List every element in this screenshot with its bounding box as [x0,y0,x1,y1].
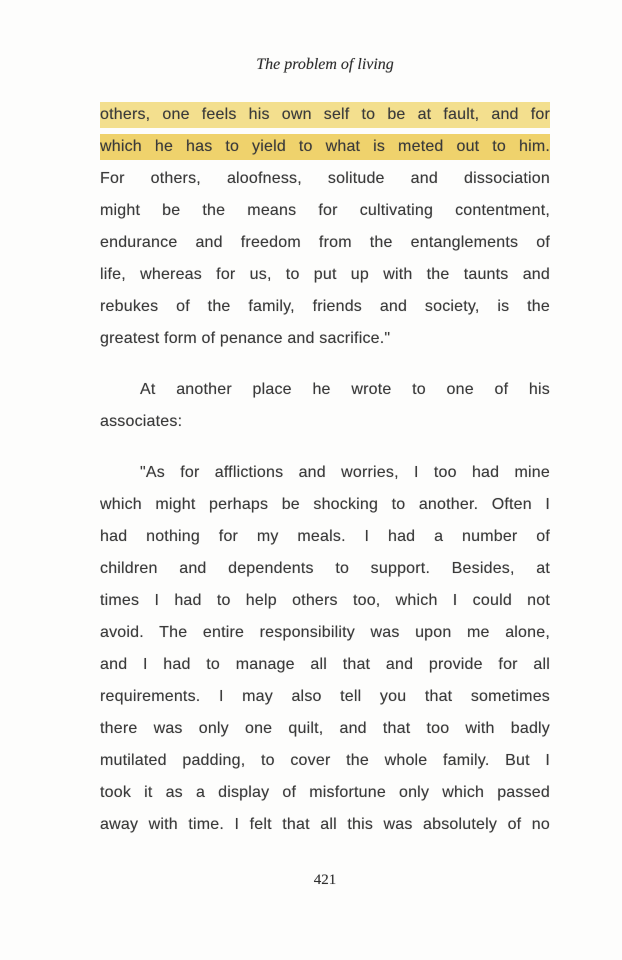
text-line: "As for afflictions and worries, I too had mine [140,464,550,481]
page-number: 421 [313,872,337,888]
text-line: endurance and freedom from the entanglements of [100,234,550,251]
text-line: life, whereas for us, to put up with the taunts and [100,266,550,283]
paragraph [100,374,550,438]
text-line: For others, aloofness, solitude and dissociation [100,170,550,187]
text-line: mutilated padding, to cover the whole family. But I [100,752,550,769]
text-line: had nothing for my meals. I had a number of [100,528,550,545]
text-line: requirements. I may also tell you that sometimes [100,688,550,705]
text-line: which might perhaps be shocking to another. Often I [100,496,550,513]
text-line: children and dependents to support. Besides, at [100,560,550,577]
text-line: greatest form of penance and sacrifice." [100,330,391,347]
text-line: rebukes of the family, friends and society, is the [100,298,550,315]
text-line: and I had to manage all that and provide for all [100,656,550,673]
highlighted-text-line: others, one feels his own self to be at fault, and for [100,99,550,131]
running-header: The problem of living [256,56,394,73]
paragraph [100,99,550,355]
text-line: away with time. I felt that all this was absolutely of no [100,816,550,833]
text-line: associates: [100,413,183,430]
text-line: there was only one quilt, and that too with badly [100,720,550,737]
paragraph [100,457,550,841]
page-content [100,99,550,860]
text-line: times I had to help others too, which I could not [100,592,550,609]
text-line: avoid. The entire responsibility was upon me alone, [100,624,550,641]
text-line: At another place he wrote to one of his [140,381,550,398]
text-line: took it as a display of misfortune only which passed [100,784,550,801]
text-line: might be the means for cultivating contentment, [100,202,550,219]
highlighted-text-line: which he has to yield to what is meted out to him. [100,131,550,163]
